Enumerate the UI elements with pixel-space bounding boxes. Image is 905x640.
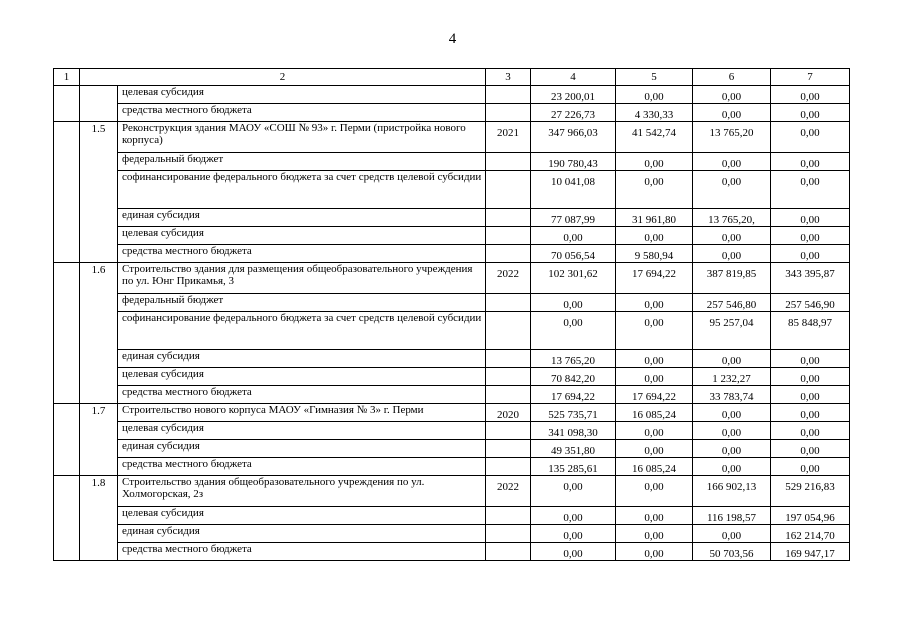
amount-cell-col-4: 27 226,73	[531, 104, 616, 122]
amount-cell-col-4: 70 056,54	[531, 245, 616, 263]
table-row	[54, 312, 850, 350]
amount-cell-col-7: 257 546,90	[771, 294, 850, 312]
amount-cell-col-7: 169 947,17	[771, 543, 850, 561]
amount-cell-col-5: 31 961,80	[616, 209, 693, 227]
amount-cell-col-7: 0,00	[771, 245, 850, 263]
amount-cell-col-7: 0,00	[771, 404, 850, 422]
item-name-cell: Реконструкция здания МАОУ «СОШ № 93» г. Перми (пристройка нового корпуса)	[118, 122, 486, 153]
amount-cell-col-7: 197 054,96	[771, 507, 850, 525]
amount-cell-col-7: 529 216,83	[771, 476, 850, 507]
amount-cell-col-4: 17 694,22	[531, 386, 616, 404]
amount-cell-col-7: 0,00	[771, 227, 850, 245]
amount-cell-col-4: 70 842,20	[531, 368, 616, 386]
amount-cell-col-4: 77 087,99	[531, 209, 616, 227]
header-row	[54, 69, 850, 86]
amount-cell-col-5: 0,00	[616, 422, 693, 440]
item-index-cell	[80, 86, 118, 122]
year-cell	[486, 86, 531, 104]
item-index-cell: 1.5	[80, 122, 118, 263]
table-row	[54, 104, 850, 122]
page-number: 4	[448, 31, 457, 47]
item-index-cell: 1.7	[80, 404, 118, 476]
amount-cell-col-4: 23 200,01	[531, 86, 616, 104]
table-row	[54, 350, 850, 368]
amount-cell-col-6: 166 902,13	[693, 476, 771, 507]
year-cell: 2022	[486, 476, 531, 507]
table-row	[54, 543, 850, 561]
table-row	[54, 263, 850, 294]
item-index-cell: 1.8	[80, 476, 118, 561]
item-name-cell: федеральный бюджет	[118, 294, 486, 312]
amount-cell-col-7: 343 395,87	[771, 263, 850, 294]
amount-cell-col-6: 0,00	[693, 227, 771, 245]
amount-cell-col-4: 525 735,71	[531, 404, 616, 422]
table-row	[54, 368, 850, 386]
amount-cell-col-5: 0,00	[616, 350, 693, 368]
year-cell	[486, 458, 531, 476]
year-cell	[486, 227, 531, 245]
amount-cell-col-4: 102 301,62	[531, 263, 616, 294]
header-cell: 6	[693, 69, 771, 86]
amount-cell-col-7: 0,00	[771, 209, 850, 227]
table-row	[54, 386, 850, 404]
year-cell: 2020	[486, 404, 531, 422]
item-name-cell: федеральный бюджет	[118, 153, 486, 171]
item-name-cell: целевая субсидия	[118, 86, 486, 104]
budget-table	[53, 68, 850, 561]
amount-cell-col-5: 17 694,22	[616, 386, 693, 404]
amount-cell-col-5: 41 542,74	[616, 122, 693, 153]
column-1-cell	[54, 404, 80, 476]
header-cell: 7	[771, 69, 850, 86]
amount-cell-col-6: 33 783,74	[693, 386, 771, 404]
amount-cell-col-4: 10 041,08	[531, 171, 616, 209]
amount-cell-col-6: 0,00	[693, 153, 771, 171]
amount-cell-col-4: 0,00	[531, 507, 616, 525]
year-cell	[486, 209, 531, 227]
table-row	[54, 476, 850, 507]
column-1-cell	[54, 263, 80, 404]
amount-cell-col-4: 13 765,20	[531, 350, 616, 368]
year-cell	[486, 350, 531, 368]
item-name-cell: софинансирование федерального бюджета за счет средств целевой субсидии	[118, 312, 486, 350]
table-row	[54, 171, 850, 209]
amount-cell-col-6: 1 232,27	[693, 368, 771, 386]
amount-cell-col-6: 13 765,20	[693, 122, 771, 153]
table-row	[54, 209, 850, 227]
amount-cell-col-4: 49 351,80	[531, 440, 616, 458]
amount-cell-col-6: 387 819,85	[693, 263, 771, 294]
amount-cell-col-7: 0,00	[771, 440, 850, 458]
year-cell	[486, 543, 531, 561]
column-1-cell	[54, 86, 80, 122]
amount-cell-col-4: 0,00	[531, 543, 616, 561]
item-name-cell: Строительство здания для размещения общеобразовательного учреждения по ул. Юнг Прикамья, 3	[118, 263, 486, 294]
item-name-cell: средства местного бюджета	[118, 386, 486, 404]
amount-cell-col-5: 0,00	[616, 476, 693, 507]
amount-cell-col-4: 0,00	[531, 525, 616, 543]
amount-cell-col-4: 0,00	[531, 294, 616, 312]
amount-cell-col-6: 50 703,56	[693, 543, 771, 561]
year-cell	[486, 525, 531, 543]
item-name-cell: средства местного бюджета	[118, 245, 486, 263]
item-name-cell: средства местного бюджета	[118, 543, 486, 561]
amount-cell-col-4: 341 098,30	[531, 422, 616, 440]
table-row	[54, 245, 850, 263]
amount-cell-col-5: 0,00	[616, 440, 693, 458]
header-cell: 1	[54, 69, 80, 86]
amount-cell-col-7: 0,00	[771, 368, 850, 386]
year-cell	[486, 104, 531, 122]
amount-cell-col-6: 13 765,20,	[693, 209, 771, 227]
column-1-cell	[54, 476, 80, 561]
year-cell	[486, 171, 531, 209]
amount-cell-col-4: 190 780,43	[531, 153, 616, 171]
amount-cell-col-6: 116 198,57	[693, 507, 771, 525]
amount-cell-col-7: 0,00	[771, 153, 850, 171]
item-name-cell: средства местного бюджета	[118, 104, 486, 122]
amount-cell-col-7: 0,00	[771, 350, 850, 368]
amount-cell-col-6: 257 546,80	[693, 294, 771, 312]
item-name-cell: Строительство здания общеобразовательного учреждения по ул. Холмогорская, 2з	[118, 476, 486, 507]
table-body	[54, 69, 850, 561]
amount-cell-col-5: 0,00	[616, 86, 693, 104]
item-name-cell: единая субсидия	[118, 209, 486, 227]
amount-cell-col-6: 0,00	[693, 525, 771, 543]
amount-cell-col-5: 0,00	[616, 525, 693, 543]
header-cell: 5	[616, 69, 693, 86]
amount-cell-col-7: 0,00	[771, 122, 850, 153]
year-cell: 2022	[486, 263, 531, 294]
amount-cell-col-5: 0,00	[616, 312, 693, 350]
amount-cell-col-4: 0,00	[531, 227, 616, 245]
year-cell	[486, 153, 531, 171]
amount-cell-col-5: 0,00	[616, 507, 693, 525]
item-name-cell: средства местного бюджета	[118, 458, 486, 476]
amount-cell-col-5: 0,00	[616, 294, 693, 312]
amount-cell-col-7: 162 214,70	[771, 525, 850, 543]
amount-cell-col-6: 0,00	[693, 86, 771, 104]
year-cell	[486, 368, 531, 386]
year-cell	[486, 440, 531, 458]
amount-cell-col-5: 4 330,33	[616, 104, 693, 122]
item-name-cell: софинансирование федерального бюджета за счет средств целевой субсидии	[118, 171, 486, 209]
year-cell	[486, 294, 531, 312]
year-cell	[486, 245, 531, 263]
header-cell: 4	[531, 69, 616, 86]
amount-cell-col-7: 0,00	[771, 86, 850, 104]
item-name-cell: целевая субсидия	[118, 422, 486, 440]
table-row	[54, 404, 850, 422]
amount-cell-col-6: 0,00	[693, 171, 771, 209]
amount-cell-col-6: 95 257,04	[693, 312, 771, 350]
item-name-cell: целевая субсидия	[118, 368, 486, 386]
year-cell	[486, 386, 531, 404]
year-cell	[486, 312, 531, 350]
header-cell: 2	[80, 69, 486, 86]
amount-cell-col-7: 0,00	[771, 422, 850, 440]
column-1-cell	[54, 122, 80, 263]
table-row	[54, 122, 850, 153]
amount-cell-col-6: 0,00	[693, 404, 771, 422]
amount-cell-col-7: 0,00	[771, 458, 850, 476]
table-row	[54, 507, 850, 525]
item-name-cell: Строительство нового корпуса МАОУ «Гимназия № 3» г. Перми	[118, 404, 486, 422]
amount-cell-col-6: 0,00	[693, 440, 771, 458]
amount-cell-col-5: 17 694,22	[616, 263, 693, 294]
item-name-cell: целевая субсидия	[118, 227, 486, 245]
item-name-cell: единая субсидия	[118, 440, 486, 458]
table-row	[54, 153, 850, 171]
year-cell: 2021	[486, 122, 531, 153]
item-name-cell: единая субсидия	[118, 525, 486, 543]
amount-cell-col-5: 0,00	[616, 153, 693, 171]
amount-cell-col-4: 0,00	[531, 476, 616, 507]
amount-cell-col-6: 0,00	[693, 104, 771, 122]
amount-cell-col-7: 85 848,97	[771, 312, 850, 350]
amount-cell-col-7: 0,00	[771, 171, 850, 209]
item-name-cell: единая субсидия	[118, 350, 486, 368]
amount-cell-col-6: 0,00	[693, 245, 771, 263]
amount-cell-col-4: 347 966,03	[531, 122, 616, 153]
amount-cell-col-7: 0,00	[771, 386, 850, 404]
amount-cell-col-7: 0,00	[771, 104, 850, 122]
table-row	[54, 294, 850, 312]
amount-cell-col-6: 0,00	[693, 350, 771, 368]
table-row	[54, 440, 850, 458]
table-row	[54, 525, 850, 543]
item-index-cell: 1.6	[80, 263, 118, 404]
amount-cell-col-6: 0,00	[693, 422, 771, 440]
table-row	[54, 227, 850, 245]
amount-cell-col-5: 9 580,94	[616, 245, 693, 263]
amount-cell-col-5: 0,00	[616, 227, 693, 245]
table-row	[54, 458, 850, 476]
amount-cell-col-5: 16 085,24	[616, 458, 693, 476]
amount-cell-col-4: 0,00	[531, 312, 616, 350]
item-name-cell: целевая субсидия	[118, 507, 486, 525]
table-row	[54, 422, 850, 440]
amount-cell-col-5: 0,00	[616, 543, 693, 561]
amount-cell-col-5: 16 085,24	[616, 404, 693, 422]
amount-cell-col-4: 135 285,61	[531, 458, 616, 476]
amount-cell-col-5: 0,00	[616, 171, 693, 209]
amount-cell-col-5: 0,00	[616, 368, 693, 386]
header-cell: 3	[486, 69, 531, 86]
year-cell	[486, 422, 531, 440]
year-cell	[486, 507, 531, 525]
table-row	[54, 86, 850, 104]
amount-cell-col-6: 0,00	[693, 458, 771, 476]
